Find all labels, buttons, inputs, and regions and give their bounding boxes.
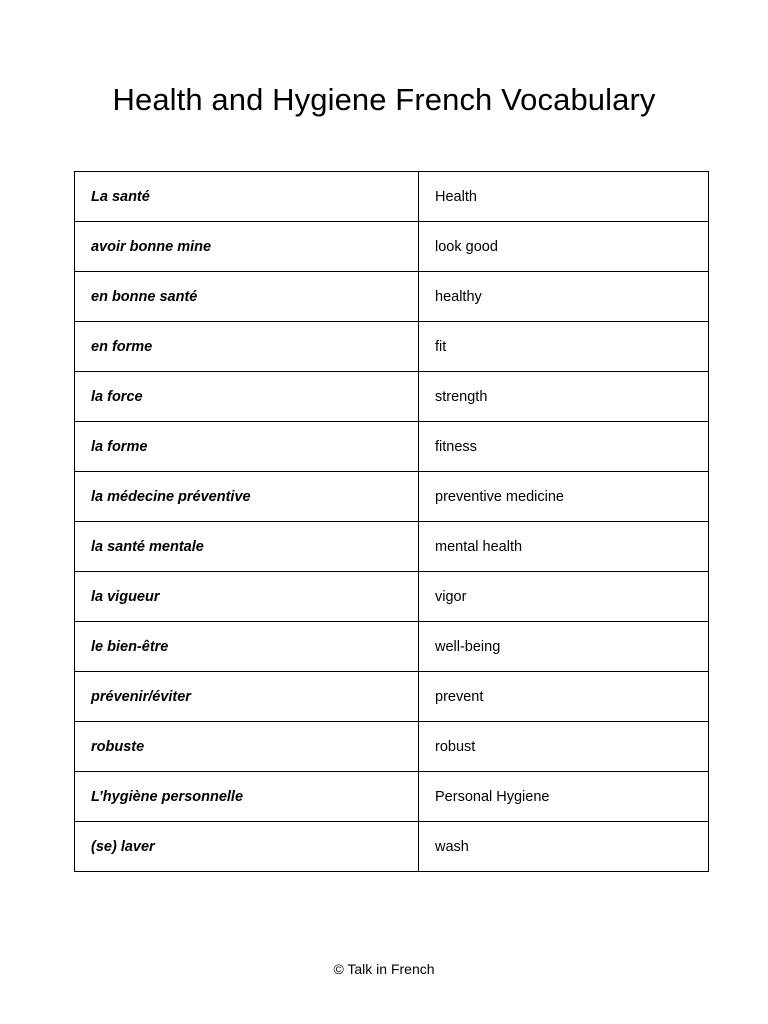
table-row <box>75 372 709 422</box>
english-translation: look good <box>419 222 709 272</box>
table-row <box>75 522 709 572</box>
table-row <box>75 422 709 472</box>
french-term: La santé <box>75 172 419 222</box>
table-row <box>75 172 709 222</box>
vocabulary-table <box>74 171 709 872</box>
french-term: le bien-être <box>75 622 419 672</box>
table-row <box>75 572 709 622</box>
table-row <box>75 222 709 272</box>
french-term: la santé mentale <box>75 522 419 572</box>
english-translation: robust <box>419 722 709 772</box>
english-translation: preventive medicine <box>419 472 709 522</box>
table-row <box>75 272 709 322</box>
english-translation: fitness <box>419 422 709 472</box>
french-term: en bonne santé <box>75 272 419 322</box>
table-row <box>75 722 709 772</box>
copyright-footer: © Talk in French <box>333 961 435 977</box>
table-row <box>75 322 709 372</box>
vocabulary-table-body <box>75 172 709 872</box>
table-row <box>75 672 709 722</box>
french-term: avoir bonne mine <box>75 222 419 272</box>
table-row <box>75 822 709 872</box>
french-term: (se) laver <box>75 822 419 872</box>
french-term: L’hygiène personnelle <box>75 772 419 822</box>
french-term: la vigueur <box>75 572 419 622</box>
table-row <box>75 622 709 672</box>
table-row <box>75 772 709 822</box>
english-translation: fit <box>419 322 709 372</box>
french-term: la force <box>75 372 419 422</box>
english-translation: vigor <box>419 572 709 622</box>
table-row <box>75 472 709 522</box>
french-term: robuste <box>75 722 419 772</box>
english-translation: mental health <box>419 522 709 572</box>
english-translation: Personal Hygiene <box>419 772 709 822</box>
page-title: Health and Hygiene French Vocabulary <box>112 82 656 117</box>
french-term: la médecine préventive <box>75 472 419 522</box>
french-term: la forme <box>75 422 419 472</box>
english-translation: healthy <box>419 272 709 322</box>
english-translation: prevent <box>419 672 709 722</box>
french-term: prévenir/éviter <box>75 672 419 722</box>
french-term: en forme <box>75 322 419 372</box>
english-translation: well-being <box>419 622 709 672</box>
english-translation: wash <box>419 822 709 872</box>
english-translation: Health <box>419 172 709 222</box>
english-translation: strength <box>419 372 709 422</box>
